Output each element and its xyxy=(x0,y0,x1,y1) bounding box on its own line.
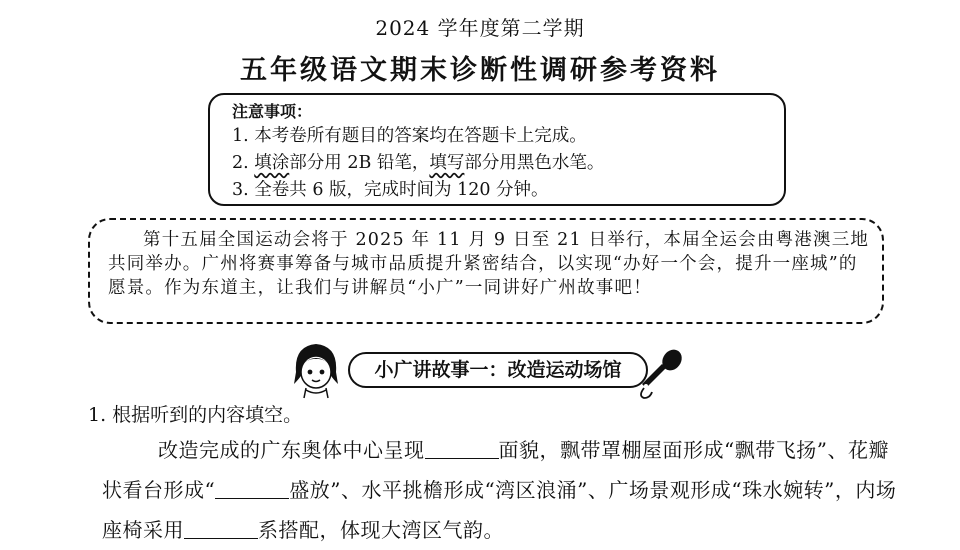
fill-seg-1: 改造完成的广东奥体中心呈现 xyxy=(158,438,425,462)
notice-item-2-text-b: 部分用黑色水笔。 xyxy=(464,153,605,173)
intro-text: 第十五届全国运动会将于 2025 年 11 月 9 日至 21 日举行，本届全运会由粤港澳三地共同举办。广州将赛事筹备与城市品质提升紧密结合，以实现“办好一个会，提升一座城”的愿景。作为东道主，让我们与讲解员“小广”一同讲好广州故事吧！ xyxy=(108,230,870,298)
notice-item-2 xyxy=(232,150,784,177)
fill-seg-2: 面貌，飘带罩棚屋面形成“飘带飞扬”、花瓣状看台形成“ xyxy=(102,438,889,502)
answer-blank-3[interactable] xyxy=(184,516,258,539)
term-heading: 2024 学年度第二学期 xyxy=(375,16,585,40)
intro-box xyxy=(88,218,884,324)
page-title: 五年级语文期末诊断性调研参考资料 xyxy=(240,55,720,86)
notice-item-2-fill-term: 填涂 xyxy=(254,153,290,173)
fill-seg-3: 盛放”、水平挑檐形成“湾区浪涌”、广场景观形成“珠水婉转”，内场座椅采用 xyxy=(102,478,897,542)
girl-avatar-icon xyxy=(286,338,346,400)
answer-blank-2[interactable] xyxy=(215,476,289,499)
notice-item-1: 1. 本考卷所有题目的答案均在答题卡上完成。 xyxy=(232,126,587,146)
microphone-icon xyxy=(630,344,690,400)
section-banner xyxy=(286,338,696,400)
notice-item-2-write-term: 填写 xyxy=(429,153,465,173)
notice-item-2-prefix: 2. xyxy=(232,153,255,173)
notice-title: 注意事项： xyxy=(232,102,313,121)
notice-item-2-text-a: 部分用 2B 铅笔， xyxy=(289,153,430,173)
notice-item-3: 3. 全卷共 6 版，完成时间为 120 分钟。 xyxy=(232,180,549,200)
question-1-fill-text xyxy=(102,430,902,550)
question-1-prompt: 1. 根据听到的内容填空。 xyxy=(88,404,303,426)
answer-blank-1[interactable] xyxy=(425,436,499,459)
notice-box xyxy=(208,93,786,206)
fill-seg-4: 系搭配，体现大湾区气韵。 xyxy=(258,518,504,542)
banner-label: 小广讲故事一：改造运动场馆 xyxy=(348,352,648,388)
